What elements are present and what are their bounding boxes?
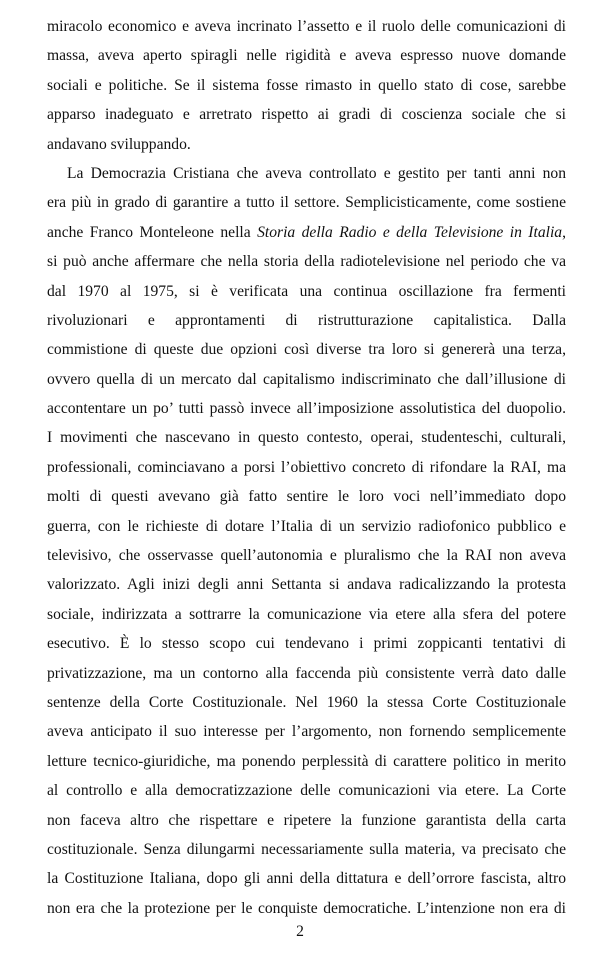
text-run: anche Franco Monteleone nella	[47, 223, 258, 241]
text-line: al controllo e alla democratizzazione delle comunicazioni via etere. La Corte	[47, 782, 566, 800]
text-line: esecutivo. È lo stesso scopo cui tendevano i primi zoppicanti tentativi di	[47, 635, 566, 653]
text-line: ovvero quella di un mercato dal capitalismo indiscriminato che dall’illusione di	[47, 370, 566, 388]
text-line: letture tecnico-giuridiche, ma ponendo perplessità di carattere politico in merito	[47, 752, 566, 770]
text-line: rivoluzionari e approntamenti di ristrutturazione capitalistica. Dalla	[47, 311, 566, 329]
text-line: accontentare un po’ tutti passò invece all’imposizione assolutistica del duopolio.	[47, 400, 566, 418]
text-line: andavano sviluppando.	[47, 135, 191, 153]
text-line: dal 1970 al 1975, si è verificata una continua oscillazione fra fermenti	[47, 282, 566, 300]
text-line: si può anche affermare che nella storia della radiotelevisione nel periodo che va	[47, 253, 566, 271]
paragraph	[47, 12, 566, 159]
text-line: sentenze della Corte Costituzionale. Nel 1960 la stessa Corte Costituzionale	[47, 693, 566, 711]
text-line: massa, aveva aperto spiragli nelle rigidità e aveva espresso nuove domande	[47, 47, 566, 65]
text-run: ,	[562, 223, 566, 241]
text-line: sociale, indirizzata a sottrarre la comunicazione via etere alla sfera del potere	[47, 605, 566, 623]
text-line: valorizzato. Agli inizi degli anni Settanta si andava radicalizzando la protesta	[47, 576, 566, 594]
text-line: I movimenti che nascevano in questo contesto, operai, studenteschi, culturali,	[47, 429, 566, 447]
text-line: sociali e politiche. Se il sistema fosse rimasto in quello stato di cose, sarebbe	[47, 76, 566, 94]
text-line: professionali, cominciavano a porsi l’obiettivo concreto di rifondare la RAI, ma	[47, 458, 566, 476]
text-line: molti di questi avevano già fatto sentire le loro voci nell’immediato dopo	[47, 488, 566, 506]
page-number: 2	[296, 923, 304, 940]
text-line-with-citation	[47, 218, 566, 247]
text-line: costituzionale. Senza dilungarmi necessariamente sulla materia, va precisato che	[47, 840, 566, 858]
text-line: apparso inadeguato e arretrato rispetto ai gradi di coscienza sociale che si	[47, 106, 566, 124]
text-line: aveva anticipato il suo interesse per l’argomento, non fornendo semplicemente	[47, 723, 566, 741]
text-line: televisivo, che osservasse quell’autonomia e pluralismo che la RAI non aveva	[47, 547, 566, 565]
text-line: non faceva altro che rispettare e ripetere la funzione garantista della carta	[47, 811, 566, 829]
text-line: guerra, con le richieste di dotare l’Italia di un servizio radiofonico pubblico e	[47, 517, 566, 535]
text-line: privatizzazione, ma un contorno alla faccenda più consistente verrà dato dalle	[47, 664, 566, 682]
text-line: La Democrazia Cristiana che aveva controllato e gestito per tanti anni non	[67, 164, 566, 182]
text-line: commistione di queste due opzioni così diverse tra loro si genererà una terza,	[47, 341, 566, 359]
paragraph	[47, 159, 566, 923]
text-line: non era che la protezione per le conquiste democratiche. L’intenzione non era di	[47, 899, 566, 917]
text-line: era più in grado di garantire a tutto il settore. Semplicisticamente, come sostiene	[47, 194, 566, 212]
body-text	[47, 12, 566, 923]
text-line: miracolo economico e aveva incrinato l’assetto e il ruolo delle comunicazioni di	[47, 18, 566, 35]
book-title: Storia della Radio e della Televisione in Italia	[257, 223, 563, 241]
text-line: la Costituzione Italiana, dopo gli anni della dittatura e dell’orrore fascista, altro	[47, 870, 566, 888]
